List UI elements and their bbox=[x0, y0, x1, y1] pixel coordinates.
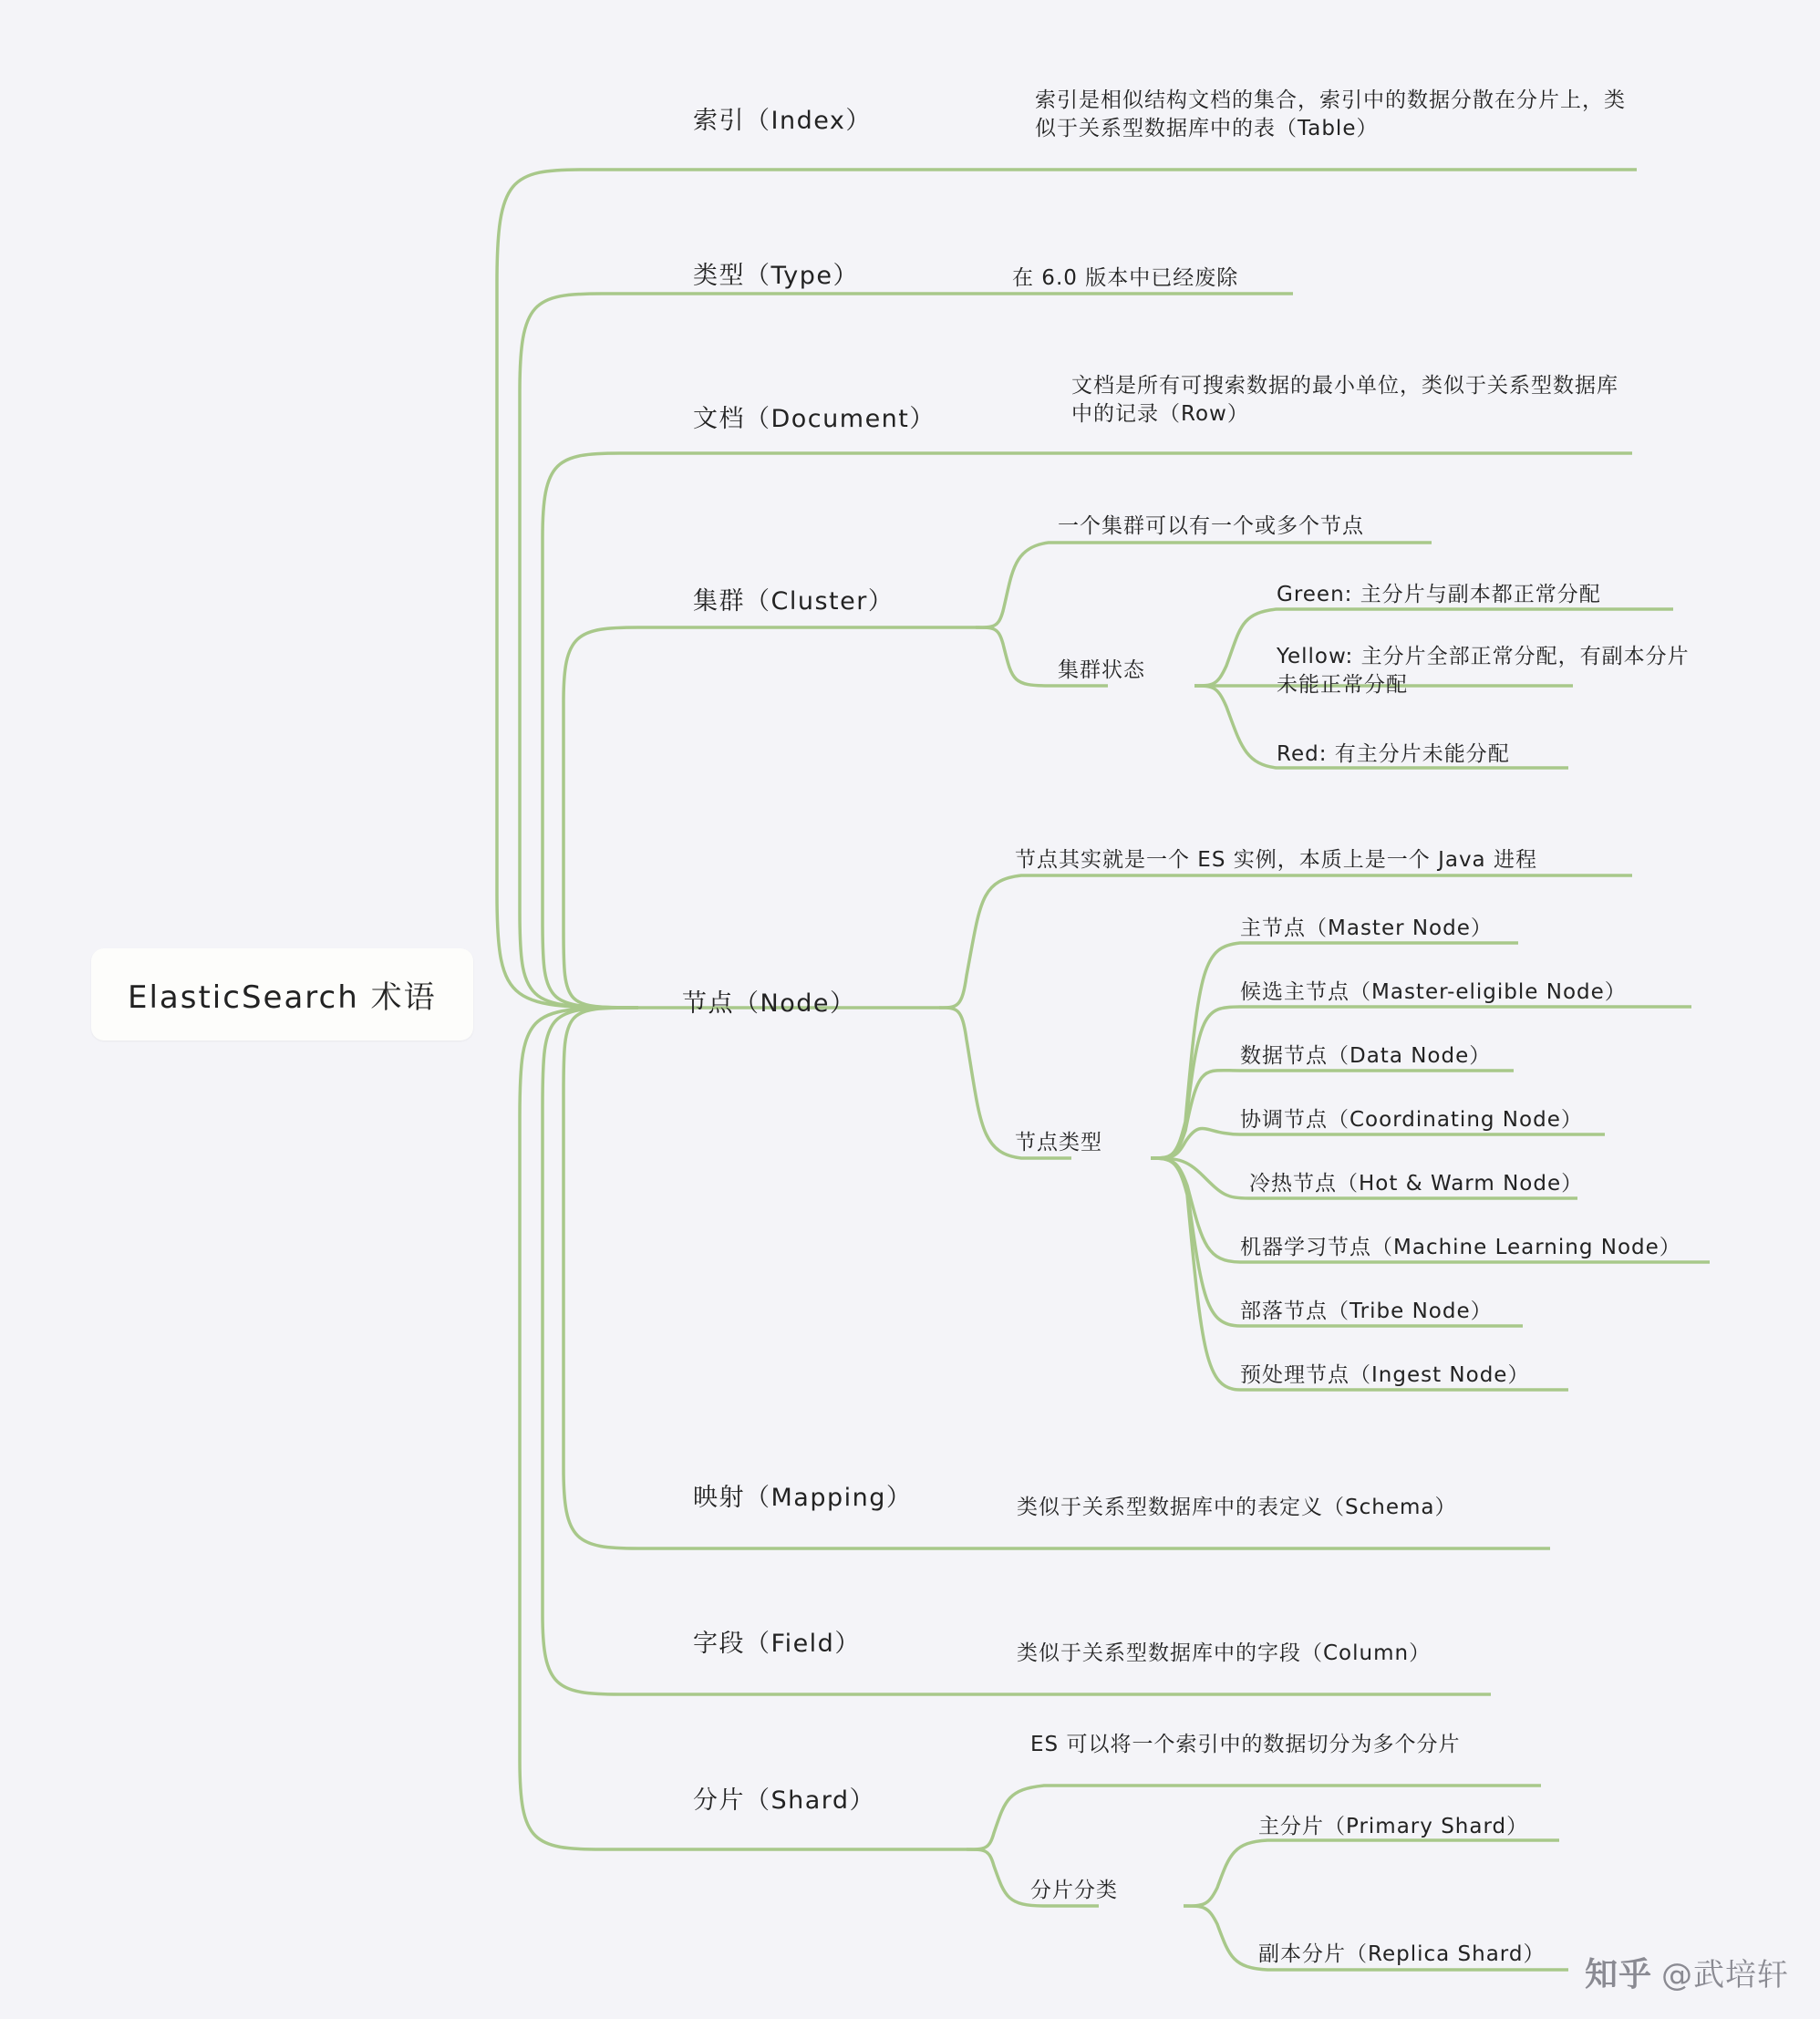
branch-cluster-label[interactable]: 集群（Cluster） bbox=[693, 587, 894, 616]
node-type-data: 数据节点（Data Node） bbox=[1240, 1044, 1492, 1068]
branch-index-label[interactable]: 索引（Index） bbox=[693, 107, 872, 135]
branch-mapping-label[interactable]: 映射（Mapping） bbox=[693, 1484, 913, 1512]
branch-document-detail: 文档是所有可搜索数据的最小单位，类似于关系型数据库中的记录（Row） bbox=[1071, 374, 1618, 427]
branch-index-detail: 索引是相似结构文档的集合，索引中的数据分散在分片上，类似于关系型数据库中的表（Table） bbox=[1035, 88, 1626, 141]
watermark-text: @武培轩 bbox=[1661, 1957, 1789, 1993]
node-type-machine-learning: 机器学习节点（Machine Learning Node） bbox=[1240, 1236, 1681, 1259]
branch-shard-label[interactable]: 分片（Shard） bbox=[693, 1786, 876, 1815]
root-node[interactable]: ElasticSearch 术语 bbox=[91, 948, 473, 1041]
branch-document-label[interactable]: 文档（Document） bbox=[693, 405, 936, 433]
node-note: 节点其实就是一个 ES 实例，本质上是一个 Java 进程 bbox=[1015, 848, 1537, 872]
branch-field-detail: 类似于关系型数据库中的字段（Column） bbox=[1017, 1641, 1432, 1665]
node-type-hot-warm: 冷热节点（Hot & Warm Node） bbox=[1249, 1172, 1584, 1196]
node-type-coordinating: 协调节点（Coordinating Node） bbox=[1240, 1108, 1583, 1132]
cluster-note: 一个集群可以有一个或多个节点 bbox=[1058, 514, 1364, 538]
node-type-tribe: 部落节点（Tribe Node） bbox=[1240, 1299, 1493, 1323]
node-type-ingest: 预处理节点（Ingest Node） bbox=[1240, 1363, 1530, 1387]
watermark bbox=[1585, 1949, 1789, 1995]
node-type-master: 主节点（Master Node） bbox=[1240, 916, 1493, 940]
shard-replica: 副本分片（Replica Shard） bbox=[1258, 1942, 1546, 1966]
node-type-master-eligible: 候选主节点（Master-eligible Node） bbox=[1240, 980, 1627, 1004]
branch-type-label[interactable]: 类型（Type） bbox=[693, 262, 860, 290]
node-type-label[interactable]: 节点类型 bbox=[1015, 1131, 1102, 1154]
shard-type-label[interactable]: 分片分类 bbox=[1030, 1879, 1118, 1902]
branch-node-label[interactable]: 节点（Node） bbox=[682, 989, 856, 1018]
cluster-status-red: Red: 有主分片未能分配 bbox=[1277, 742, 1510, 766]
shard-note: ES 可以将一个索引中的数据切分为多个分片 bbox=[1030, 1733, 1461, 1756]
cluster-status-label[interactable]: 集群状态 bbox=[1058, 658, 1145, 682]
branch-field-label[interactable]: 字段（Field） bbox=[693, 1630, 861, 1658]
branch-mapping-detail: 类似于关系型数据库中的表定义（Schema） bbox=[1017, 1496, 1457, 1519]
cluster-status-yellow: Yellow: 主分片全部正常分配，有副本分片未能正常分配 bbox=[1277, 645, 1690, 698]
cluster-status-green: Green: 主分片与副本都正常分配 bbox=[1277, 583, 1601, 606]
zhihu-logo-icon: 知乎 bbox=[1584, 1956, 1652, 1993]
shard-primary: 主分片（Primary Shard） bbox=[1258, 1815, 1529, 1838]
branch-type-detail: 在 6.0 版本中已经废除 bbox=[1012, 266, 1239, 290]
